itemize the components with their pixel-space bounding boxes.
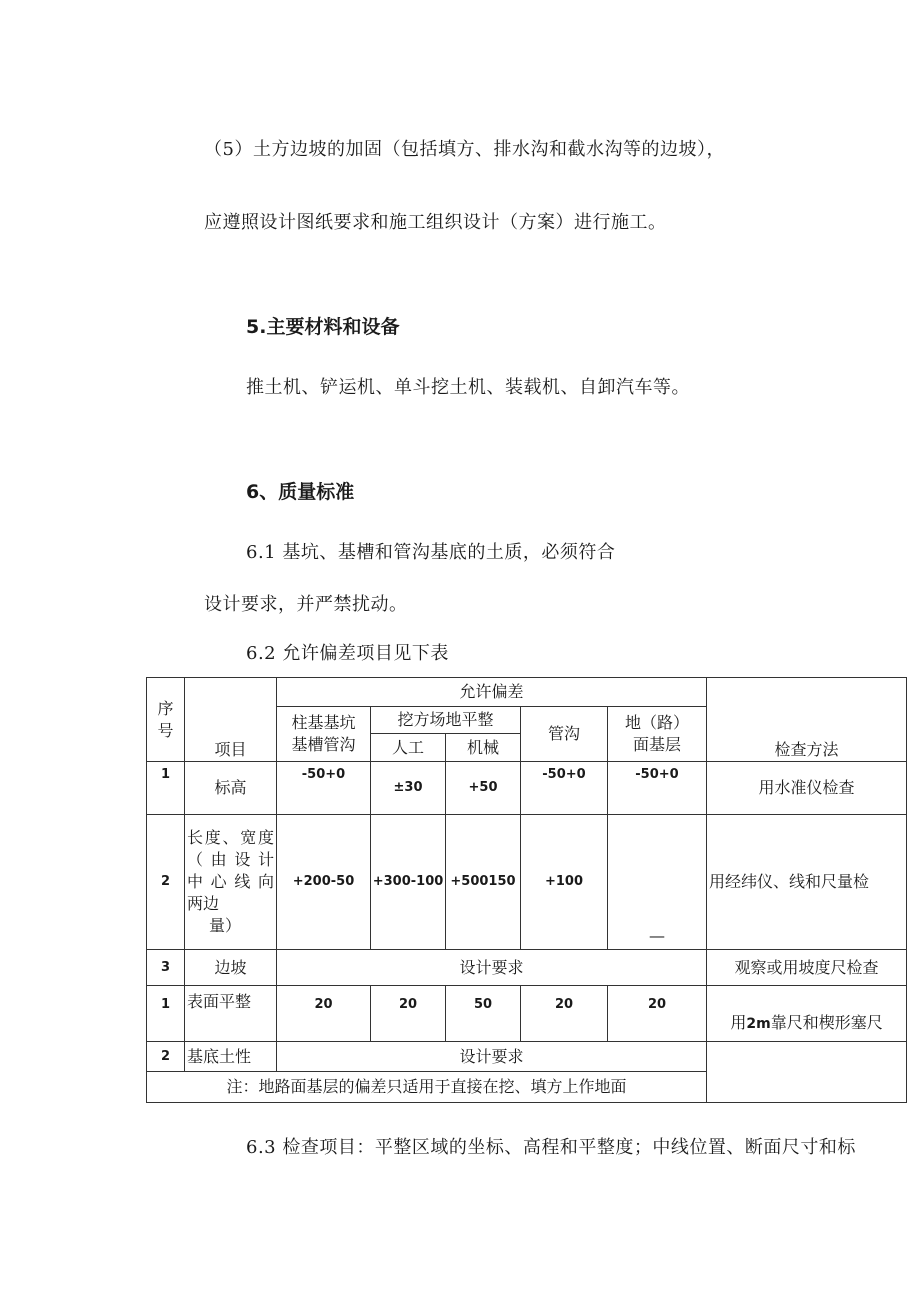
row-seq: 3 <box>147 950 185 986</box>
row-seq: 1 <box>147 762 185 815</box>
header-manual: 人工 <box>371 734 446 762</box>
heading-quality-standard: 6、质量标准 <box>246 481 355 503</box>
row-item: 长度、宽度 （由设计 中心线向 两边 量） <box>185 815 277 950</box>
row-item: 边坡 <box>185 950 277 986</box>
row-seq: 2 <box>147 815 185 950</box>
table-row <box>147 762 907 815</box>
value-cell: +300-100 <box>371 815 446 950</box>
value-cell: +100 <box>521 815 608 950</box>
value-cell: -50+0 <box>521 762 608 815</box>
value-cell: — <box>608 815 707 950</box>
paragraph-6-1: 6.1 基坑、基槽和管沟基底的土质，必须符合 <box>246 542 616 563</box>
header-check-method: 检查方法 <box>707 678 907 762</box>
header-item: 项目 <box>185 678 277 762</box>
value-cell: +200-50 <box>277 815 371 950</box>
row-item: 表面平整 <box>185 986 277 1042</box>
header-seq: 序 号 <box>147 678 185 762</box>
value-span: 设计要求 <box>277 1042 707 1072</box>
value-span: 设计要求 <box>277 950 707 986</box>
paragraph-slope-reinforcement: （5）土方边坡的加固（包括填方、排水沟和截水沟等的边坡）， <box>204 139 725 160</box>
row-method: 观察或用坡度尺检查 <box>707 950 907 986</box>
value-cell: 50 <box>446 986 521 1042</box>
tolerance-table <box>146 677 907 1103</box>
header-road-base: 地（路） 面基层 <box>608 707 707 762</box>
value-cell: 20 <box>521 986 608 1042</box>
paragraph-6-1-cont: 设计要求，并严禁扰动。 <box>204 594 408 615</box>
table-note: 注：地路面基层的偏差只适用于直接在挖、填方上作地面 <box>147 1072 707 1103</box>
value-cell: +50 <box>446 762 521 815</box>
row-seq: 1 <box>147 986 185 1042</box>
header-site-leveling: 挖方场地平整 <box>371 707 521 734</box>
header-pipe-trench: 管沟 <box>521 707 608 762</box>
table-row <box>147 1042 907 1072</box>
paragraph-equipment-list: 推土机、铲运机、单斗挖土机、装载机、自卸汽车等。 <box>246 377 690 398</box>
table-row <box>147 950 907 986</box>
value-cell: -50+0 <box>608 762 707 815</box>
header-allowed-deviation: 允许偏差 <box>277 678 707 707</box>
header-pit-trench: 柱基基坑 基槽管沟 <box>277 707 371 762</box>
row-method-empty <box>707 1042 907 1103</box>
row-item: 标高 <box>185 762 277 815</box>
paragraph-6-3: 6.3 检查项目：平整区域的坐标、高程和平整度；中线位置、断面尺寸和标 <box>246 1137 856 1158</box>
row-method: 用经纬仪、线和尺量检 <box>707 815 907 950</box>
table-row <box>147 815 907 950</box>
paragraph-6-2: 6.2 允许偏差项目见下表 <box>246 643 449 664</box>
value-cell: 20 <box>277 986 371 1042</box>
value-cell: 20 <box>371 986 446 1042</box>
value-cell: ±30 <box>371 762 446 815</box>
row-item: 基底土性 <box>185 1042 277 1072</box>
row-method: 用2m靠尺和楔形塞尺 <box>707 986 907 1042</box>
value-cell: +500150 <box>446 815 521 950</box>
header-machine: 机械 <box>446 734 521 762</box>
value-cell: -50+0 <box>277 762 371 815</box>
heading-materials: 5.主要材料和设备 <box>246 316 400 338</box>
row-seq: 2 <box>147 1042 185 1072</box>
row-method: 用水准仪检查 <box>707 762 907 815</box>
table-row <box>147 986 907 1042</box>
value-cell: 20 <box>608 986 707 1042</box>
paragraph-construction-design: 应遵照设计图纸要求和施工组织设计（方案）进行施工。 <box>204 212 667 233</box>
